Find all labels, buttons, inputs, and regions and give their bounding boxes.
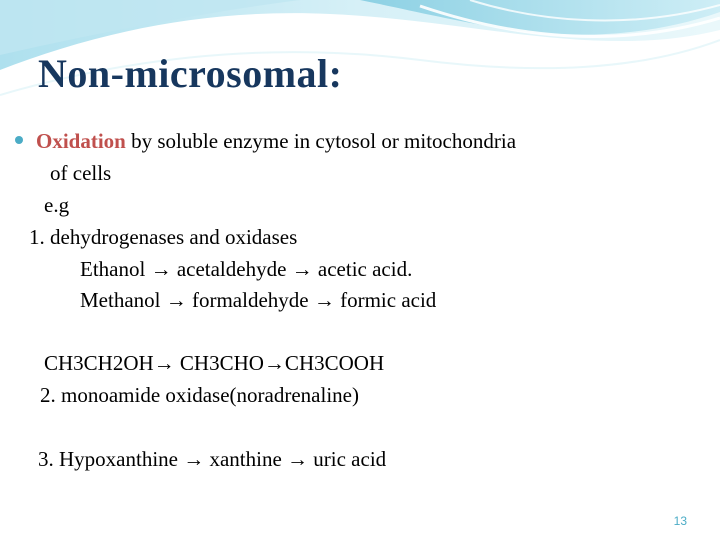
list-item-3: 3. Hypoxanthine → xanthine → uric acid — [38, 447, 387, 471]
bullet-icon — [15, 136, 23, 144]
list-item-1: 1. dehydrogenases and oxidases — [29, 225, 298, 249]
chemical-formula-line: CH3CH2OH→ CH3CHO→CH3COOH — [44, 351, 385, 375]
line-of-cells: of cells — [50, 161, 112, 185]
bullet-oxidation — [36, 128, 516, 154]
methanol-pathway: Methanol → formaldehyde → formic acid — [80, 288, 437, 312]
oxidation-keyword: Oxidation — [36, 129, 126, 153]
ethanol-pathway: Ethanol → acetaldehyde → acetic acid. — [80, 257, 413, 281]
slide-title: Non-microsomal: — [38, 51, 343, 96]
page-number: 13 — [673, 514, 687, 528]
list-item-2: 2. monoamide oxidase(noradrenaline) — [40, 383, 359, 407]
oxidation-description: by soluble enzyme in cytosol or mitochondria — [125, 129, 517, 153]
line-eg: e.g — [44, 193, 70, 217]
